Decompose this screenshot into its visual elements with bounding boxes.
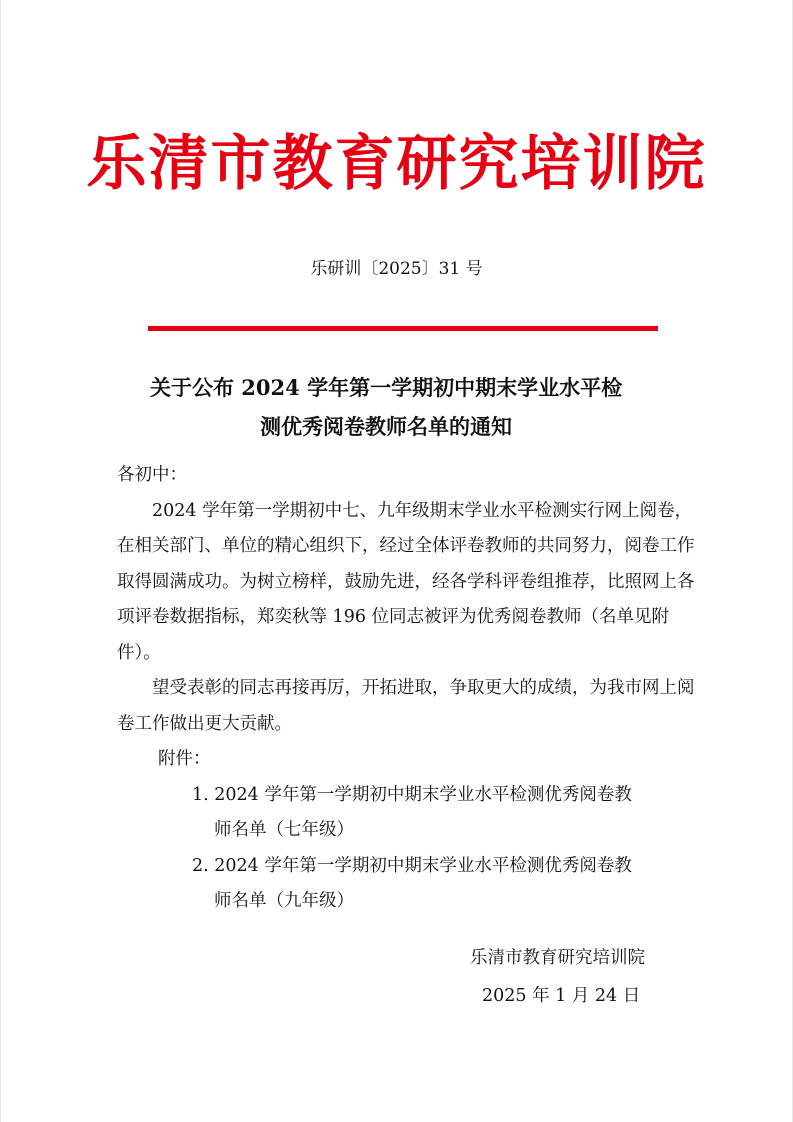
- notice-title: [150, 368, 710, 446]
- notice-body: [117, 458, 697, 920]
- attachment-item-1: [117, 778, 697, 849]
- signature-organization: 乐清市教育研究培训院: [470, 948, 645, 968]
- body-paragraph-2: 望受表彰的同志再接再厉，开拓进取，争取更大的成绩，为我市网上阅卷工作做出更大贡献。: [117, 678, 695, 734]
- attachment-item-1-line-2: 师名单（七年级）: [214, 820, 354, 840]
- attachment-item-2: [117, 849, 697, 920]
- body-paragraph-1: 2024 学年第一学期初中七、九年级期末学业水平检测实行网上阅卷，在相关部门、单位的精心组织下，经过全体评卷教师的共同努力，阅卷工作取得圆满成功。为树立榜样，鼓励先进，经各学科评卷组推荐，比照网上各项评卷数据指标，郑奕秋等 196 位同志被评为优秀阅卷教师（名单见附件）。: [117, 500, 695, 663]
- attachment-item-2-line-2: 师名单（九年级）: [214, 891, 354, 911]
- attachment-item-2-line-1: 2. 2024 学年第一学期初中期末学业水平检测优秀阅卷教: [192, 855, 632, 876]
- attachment-item-1-line-1: 1. 2024 学年第一学期初中期末学业水平检测优秀阅卷教: [192, 784, 632, 805]
- salutation: 各初中：: [117, 465, 187, 485]
- org-header-title: 乐清市教育研究培训院: [86, 129, 707, 199]
- attachment-label: 附件：: [158, 749, 211, 769]
- notice-title-line-1: 关于公布 2024 学年第一学期初中期末学业水平检: [150, 375, 623, 400]
- red-divider-rule: [148, 326, 658, 331]
- signature-date: 2025 年 1 月 24 日: [482, 986, 641, 1006]
- notice-title-line-2: 测优秀阅卷教师名单的通知: [260, 414, 512, 439]
- document-number: 乐研训〔2025〕31 号: [310, 259, 483, 279]
